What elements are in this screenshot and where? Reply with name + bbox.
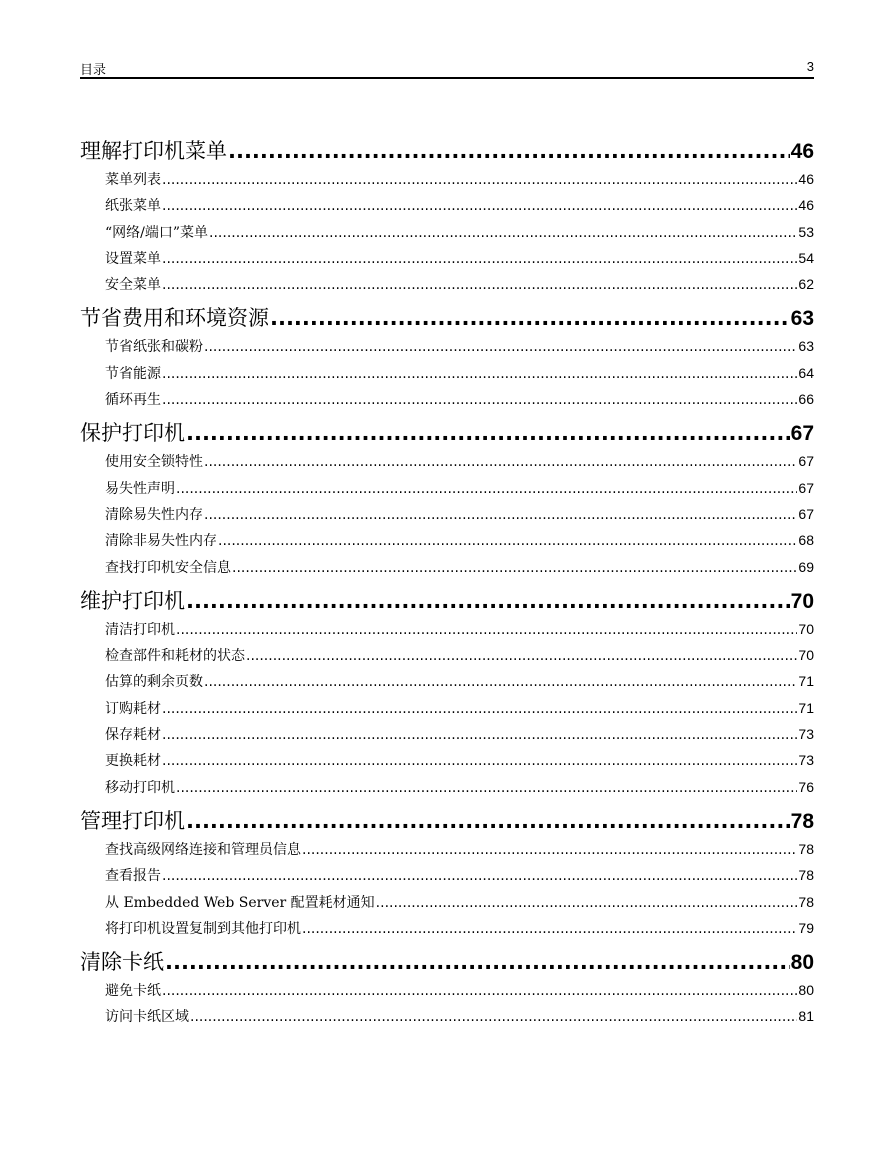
- toc-leader-dots: [186, 806, 790, 836]
- toc-entry[interactable]: [80, 360, 814, 386]
- toc-chapter-title: 管理打印机: [80, 808, 185, 833]
- toc-chapter-title: 清除卡纸: [80, 950, 164, 975]
- toc-leader-dots: [162, 361, 797, 386]
- toc-leader-dots: [176, 617, 797, 642]
- toc-entry[interactable]: [80, 1003, 814, 1029]
- toc-leader-dots: [162, 748, 797, 773]
- toc-leader-dots: [165, 947, 790, 977]
- toc-entry[interactable]: [80, 501, 814, 527]
- toc-entry-page: 73: [798, 752, 814, 769]
- toc-entry-page: 81: [798, 1008, 814, 1025]
- toc-leader-dots: [270, 303, 790, 333]
- toc-leader-dots: [190, 1004, 797, 1029]
- toc-entry[interactable]: [80, 554, 814, 580]
- toc-leader-dots: [162, 193, 797, 218]
- toc-leader-dots: [204, 334, 797, 359]
- toc-entry-page: 76: [798, 778, 814, 795]
- toc-chapter-entry[interactable]: [80, 586, 814, 616]
- toc-section: [80, 947, 814, 1030]
- toc-entry-title: 清除非易失性内存: [105, 533, 217, 550]
- toc-entry-title: 菜单列表: [105, 172, 161, 188]
- toc-entry[interactable]: [80, 977, 814, 1003]
- toc-entry[interactable]: [80, 721, 814, 747]
- toc-entry-page: 79: [798, 919, 814, 936]
- toc-leader-dots: [162, 246, 797, 271]
- toc-section: [80, 303, 814, 412]
- header-page-number: 3: [806, 59, 814, 74]
- toc-entry-title: 订购耗材: [105, 700, 161, 717]
- toc-entry-title: 循环再生: [105, 392, 161, 409]
- toc-leader-dots: [162, 167, 797, 192]
- toc-entry-title: 更换耗材: [105, 753, 161, 770]
- toc-chapter-title: 理解打印机菜单: [80, 139, 227, 163]
- toc-entry-title: “网络/端口”菜单: [105, 224, 209, 241]
- toc-entry-page: 53: [798, 223, 814, 240]
- toc-entry[interactable]: [80, 642, 814, 668]
- toc-entry-title: 易失性声明: [105, 480, 175, 497]
- toc-entry-title: 安全菜单: [105, 277, 161, 294]
- toc-entry[interactable]: [80, 333, 814, 359]
- toc-entry-title: 查找打印机安全信息: [105, 559, 231, 576]
- toc-entry[interactable]: [80, 386, 814, 412]
- table-of-contents: [80, 136, 814, 1036]
- toc-chapter-entry[interactable]: [80, 303, 814, 333]
- toc-leader-dots: [204, 502, 797, 527]
- toc-leader-dots: [162, 272, 797, 297]
- toc-entry-page: 67: [798, 479, 814, 496]
- toc-leader-dots: [176, 775, 797, 800]
- toc-leader-dots: [186, 586, 790, 616]
- toc-leader-dots: [204, 669, 797, 694]
- toc-leader-dots: [204, 449, 797, 474]
- toc-entry-page: 46: [798, 197, 814, 214]
- toc-chapter-page: 80: [790, 951, 814, 975]
- toc-chapter-title: 保护打印机: [80, 421, 185, 446]
- toc-entry-page: 70: [798, 620, 814, 637]
- toc-entry[interactable]: [80, 527, 814, 553]
- toc-chapter-page: 70: [790, 589, 814, 613]
- toc-chapter-title: 维护打印机: [80, 588, 185, 613]
- toc-entry[interactable]: [80, 695, 814, 721]
- toc-leader-dots: [176, 476, 797, 501]
- toc-leader-dots: [246, 643, 797, 668]
- toc-chapter-entry[interactable]: [80, 418, 814, 448]
- toc-entry-page: 78: [798, 840, 814, 857]
- toc-entry-page: 73: [798, 726, 814, 743]
- toc-leader-dots: [162, 696, 797, 721]
- toc-entry-title: 从 Embedded Web Server 配置耗材通知: [105, 894, 375, 911]
- toc-leader-dots: [162, 722, 797, 747]
- toc-entry[interactable]: [80, 862, 814, 888]
- toc-entry-title: 移动打印机: [105, 779, 175, 796]
- toc-entry-page: 63: [798, 338, 814, 355]
- toc-entry[interactable]: [80, 219, 814, 245]
- toc-entry-page: 80: [798, 982, 814, 999]
- toc-entry-title: 清除易失性内存: [105, 506, 203, 523]
- toc-entry[interactable]: [80, 245, 814, 271]
- toc-leader-dots: [209, 220, 797, 245]
- toc-entry[interactable]: [80, 889, 814, 915]
- toc-entry-page: 54: [798, 249, 814, 266]
- toc-leader-dots: [162, 863, 797, 888]
- toc-entry-page: 69: [798, 558, 814, 575]
- toc-leader-dots: [228, 136, 790, 166]
- toc-entry[interactable]: [80, 747, 814, 773]
- toc-entry-page: 67: [798, 453, 814, 470]
- toc-entry-title: 估算的剩余页数: [105, 674, 203, 691]
- toc-entry-title: 保存耗材: [105, 727, 161, 744]
- toc-entry[interactable]: [80, 192, 814, 218]
- toc-entry-title: 设置菜单: [105, 250, 161, 267]
- toc-entry-page: 71: [798, 699, 814, 716]
- toc-entry[interactable]: [80, 774, 814, 800]
- toc-entry-page: 67: [798, 505, 814, 522]
- toc-entry-title: 节省纸张和碳粉: [105, 339, 203, 356]
- toc-entry[interactable]: [80, 836, 814, 862]
- toc-section: [80, 806, 814, 941]
- page-header: [80, 58, 814, 79]
- toc-chapter-title: 节省费用和环境资源: [80, 306, 269, 331]
- toc-entry-page: 78: [798, 867, 814, 884]
- toc-chapter-entry[interactable]: [80, 136, 814, 166]
- toc-section: [80, 586, 814, 800]
- toc-chapter-page: 67: [790, 422, 814, 446]
- toc-leader-dots: [186, 418, 790, 448]
- toc-entry[interactable]: [80, 915, 814, 941]
- toc-leader-dots: [232, 555, 797, 580]
- toc-entry[interactable]: [80, 616, 814, 642]
- toc-entry-title: 查找高级网络连接和管理员信息: [105, 841, 301, 858]
- toc-entry-title: 使用安全锁特性: [105, 454, 203, 471]
- toc-leader-dots: [376, 890, 798, 915]
- toc-entry[interactable]: [80, 166, 814, 192]
- toc-chapter-page: 78: [790, 809, 814, 833]
- toc-chapter-entry[interactable]: [80, 806, 814, 836]
- toc-entry[interactable]: [80, 448, 814, 474]
- toc-leader-dots: [302, 916, 797, 941]
- toc-entry-page: 46: [798, 171, 814, 187]
- toc-entry[interactable]: [80, 271, 814, 297]
- toc-chapter-entry[interactable]: [80, 947, 814, 977]
- toc-entry-title: 纸张菜单: [105, 198, 161, 215]
- toc-entry-title: 查看报告: [105, 868, 161, 885]
- toc-leader-dots: [162, 978, 797, 1003]
- toc-entry-title: 避免卡纸: [105, 983, 161, 1000]
- toc-leader-dots: [162, 387, 797, 412]
- toc-leader-dots: [302, 837, 797, 862]
- toc-entry-page: 71: [798, 673, 814, 690]
- toc-entry-title: 节省能源: [105, 365, 161, 382]
- toc-entry[interactable]: [80, 475, 814, 501]
- toc-entry-page: 70: [798, 647, 814, 664]
- toc-section: [80, 418, 814, 579]
- toc-entry-title: 清洁打印机: [105, 621, 175, 638]
- toc-entry-page: 78: [798, 893, 814, 910]
- toc-entry-title: 将打印机设置复制到其他打印机: [105, 920, 301, 937]
- toc-entry-title: 访问卡纸区域: [105, 1009, 189, 1026]
- toc-section: [80, 136, 814, 297]
- toc-entry-page: 66: [798, 391, 814, 408]
- toc-entry-page: 68: [798, 532, 814, 549]
- toc-entry-page: 64: [798, 364, 814, 381]
- header-section-title: 目录: [80, 63, 107, 78]
- toc-leader-dots: [218, 528, 797, 553]
- toc-entry-page: 62: [798, 276, 814, 293]
- toc-chapter-page: 46: [790, 140, 814, 163]
- toc-entry-title: 检查部件和耗材的状态: [105, 648, 245, 665]
- toc-chapter-page: 63: [790, 307, 814, 331]
- toc-entry[interactable]: [80, 668, 814, 694]
